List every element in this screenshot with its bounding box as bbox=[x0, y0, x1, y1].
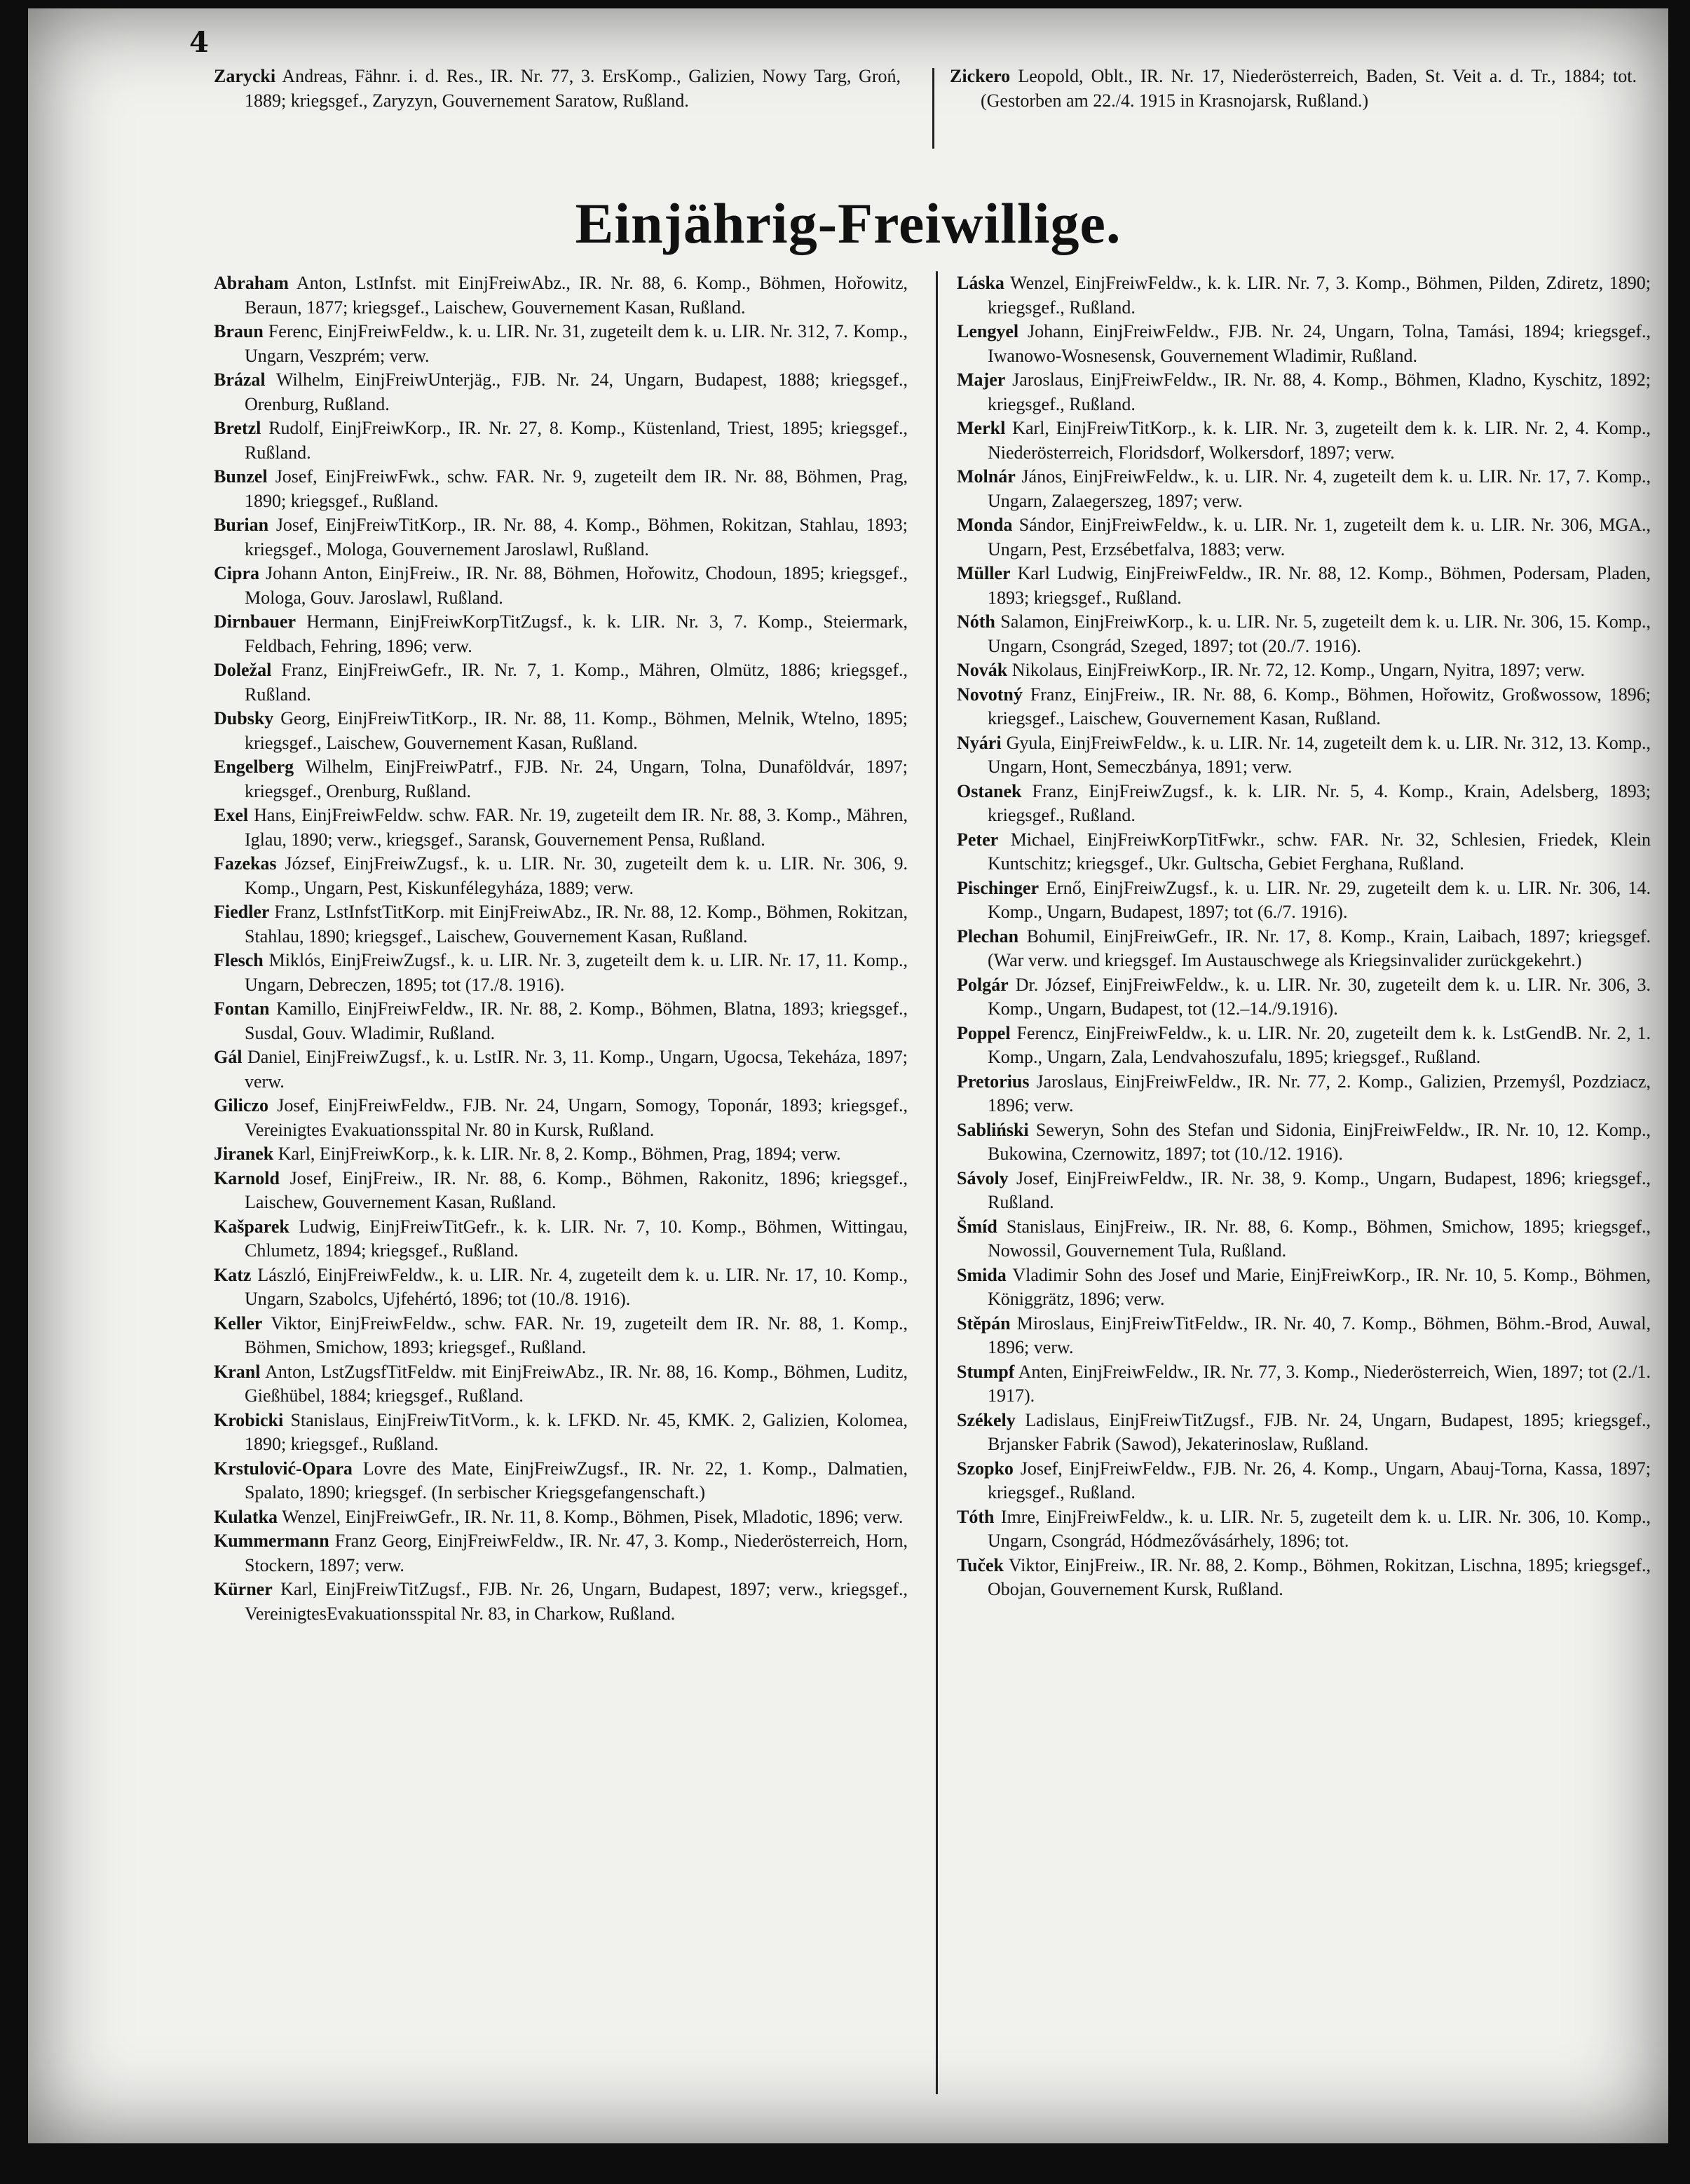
entry-surname: Tuček bbox=[957, 1554, 1004, 1575]
entry-details: Rudolf, EinjFreiwKorp., IR. Nr. 27, 8. Komp., Küstenland, Triest, 1895; kriegsgef., Rußland. bbox=[245, 418, 908, 463]
left-column bbox=[214, 271, 908, 1626]
entry-details: János, EinjFreiwFeldw., k. u. LIR. Nr. 4, zugeteilt dem k. u. LIR. Nr. 17, 7. Komp., Ungarn, Zalaegerszeg, 1897; verw. bbox=[988, 466, 1651, 511]
entry bbox=[214, 610, 908, 658]
entry-surname: Gál bbox=[214, 1047, 243, 1067]
entry bbox=[214, 1360, 908, 1409]
entry-details: Vladimir Sohn des Josef und Marie, EinjFreiwKorp., IR. Nr. 10, 5. Komp., Böhmen, Königgrätz, 1896; verw. bbox=[988, 1264, 1651, 1309]
entry-surname: Szopko bbox=[957, 1458, 1014, 1479]
entry-details: Daniel, EinjFreiwZugsf., k. u. LstIR. Nr. 3, 11. Komp., Ungarn, Ugocsa, Tekeháza, 1897; verw. bbox=[245, 1047, 908, 1092]
entry-surname: Giliczo bbox=[214, 1095, 268, 1115]
entry-details: Sándor, EinjFreiwFeldw., k. u. LIR. Nr. 1, zugeteilt dem k. u. LIR. Nr. 306, MGA., Ungarn, Pest, Erzsébetfalva, 1883; verw. bbox=[988, 515, 1651, 559]
entry bbox=[214, 1578, 908, 1626]
entry-surname: Kummermann bbox=[214, 1531, 329, 1551]
entry-details: Miklós, EinjFreiwZugsf., k. u. LIR. Nr. 3, zugeteilt dem k. u. LIR. Nr. 17, 11. Komp., Ungarn, Debreczen, 1895; tot (17./8. 1916). bbox=[245, 950, 908, 995]
entry bbox=[950, 65, 1637, 113]
entry bbox=[957, 1215, 1651, 1263]
entry-details: Georg, EinjFreiwTitKorp., IR. Nr. 88, 11. Komp., Böhmen, Melnik, Wtelno, 1895; kriegsgef., Laischew, Gouvernement Kasan, Rußland. bbox=[245, 708, 908, 753]
entry-details: Josef, EinjFreiwTitKorp., IR. Nr. 88, 4. Komp., Böhmen, Rokitzan, Stahlau, 1893; kriegsgef., Mologa, Gouvernement Jaroslawl, Rußland. bbox=[245, 515, 908, 559]
entry-details: Ladislaus, EinjFreiwTitZugsf., FJB. Nr. 24, Ungarn, Budapest, 1895; kriegsgef., Brjansker Fabrik (Sawod), Jekaterinoslaw, Rußland. bbox=[988, 1409, 1651, 1454]
entry bbox=[957, 562, 1651, 610]
entry-columns bbox=[214, 271, 1651, 2122]
entry-surname: Bretzl bbox=[214, 418, 261, 438]
entry-surname: Sabliński bbox=[957, 1119, 1029, 1140]
entry-details: Miroslaus, EinjFreiwTitFeldw., IR. Nr. 40, 7. Komp., Böhmen, Böhm.-Brod, Auwal, 1896; verw. bbox=[988, 1313, 1651, 1357]
entry-surname: Zarycki bbox=[214, 66, 276, 86]
entry bbox=[214, 1167, 908, 1215]
entry-surname: Pretorius bbox=[957, 1071, 1030, 1092]
entry-surname: Novotný bbox=[957, 684, 1023, 705]
entry bbox=[957, 368, 1651, 416]
entry bbox=[957, 731, 1651, 780]
entry-details: Anton, LstInfst. mit EinjFreiwAbz., IR. Nr. 88, 6. Komp., Böhmen, Hořowitz, Beraun, 1877; kriegsgef., Laischew, Gouvernement Kasan, Rußland. bbox=[245, 273, 908, 318]
entry bbox=[214, 1505, 908, 1530]
entry bbox=[214, 1094, 908, 1142]
entry-surname: Müller bbox=[957, 563, 1011, 583]
entry-details: Franz Georg, EinjFreiwFeldw., IR. Nr. 47, 3. Komp., Niederösterreich, Horn, Stockern, 1897; verw. bbox=[245, 1531, 908, 1575]
entry-surname: Fiedler bbox=[214, 902, 270, 922]
entry-surname: Nóth bbox=[957, 611, 995, 632]
entry-surname: Krobicki bbox=[214, 1409, 284, 1430]
entry bbox=[214, 1529, 908, 1578]
entry-details: Karl, EinjFreiwTitZugsf., FJB. Nr. 26, Ungarn, Budapest, 1897; verw., kriegsgef., VereinigtesEvakuationsspital Nr. 83, in Charkow, Rußland. bbox=[245, 1579, 908, 1624]
entry-details: József, EinjFreiwZugsf., k. u. LIR. Nr. 30, zugeteilt dem k. u. LIR. Nr. 306, 9. Komp., Ungarn, Pest, Kiskunfélegyháza, 1889; verw. bbox=[245, 853, 908, 898]
entry-details: Franz, LstInfstTitKorp. mit EinjFreiwAbz., IR. Nr. 88, 12. Komp., Böhmen, Rokitzan, Stahlau, 1890; kriegsgef., Laischew, Gouvernement Kasan, Rußland. bbox=[245, 902, 908, 947]
entry-surname: Keller bbox=[214, 1313, 263, 1334]
entry bbox=[957, 1070, 1651, 1118]
entry-surname: Monda bbox=[957, 515, 1013, 535]
entry bbox=[214, 416, 908, 465]
entry-surname: Stěpán bbox=[957, 1313, 1011, 1334]
entry-details: Franz, EinjFreiwZugsf., k. k. LIR. Nr. 5, 4. Komp., Krain, Adelsberg, 1893; kriegsgef., Rußland. bbox=[988, 780, 1651, 825]
entry-surname: Brázal bbox=[214, 369, 266, 390]
entry-details: Michael, EinjFreiwKorpTitFwkr., schw. FAR. Nr. 32, Schlesien, Friedek, Klein Kuntschitz; kriegsgef., Ukr. Gultscha, Gebiet Ferghana, Rußland. bbox=[988, 829, 1651, 874]
entry-details: Wenzel, EinjFreiwFeldw., k. k. LIR. Nr. 7, 3. Komp., Böhmen, Pilden, Zdiretz, 1890; kriegsgef., Rußland. bbox=[988, 273, 1651, 318]
entry bbox=[957, 465, 1651, 513]
entry-surname: Krstulović-Opara bbox=[214, 1458, 353, 1479]
entry bbox=[214, 320, 908, 368]
column-divider-top bbox=[932, 68, 934, 149]
entry-surname: Katz bbox=[214, 1264, 252, 1285]
entry-surname: Pischinger bbox=[957, 877, 1039, 898]
entry-details: Josef, EinjFreiw., IR. Nr. 88, 6. Komp., Böhmen, Rakonitz, 1896; kriegsgef., Laischew, Gouvernement Kasan, Rußland. bbox=[245, 1167, 908, 1212]
entry bbox=[957, 876, 1651, 925]
entry-details: Josef, EinjFreiwFeldw., FJB. Nr. 24, Ungarn, Somogy, Toponár, 1893; kriegsgef., Vereinigtes Evakuationsspital Nr. 80 in Kursk, Rußland. bbox=[245, 1095, 908, 1140]
entry bbox=[214, 513, 908, 562]
entry-surname: Engelberg bbox=[214, 757, 294, 777]
entry-details: Andreas, Fähnr. i. d. Res., IR. Nr. 77, 3. ErsKomp., Galizien, Nowy Targ, Groń, 1889; kriegsgef., Zaryzyn, Gouvernement Saratow, Rußland. bbox=[245, 66, 901, 111]
entry bbox=[957, 925, 1651, 973]
entry bbox=[214, 949, 908, 997]
entry-details: Wilhelm, EinjFreiwPatrf., FJB. Nr. 24, Ungarn, Tolna, Dunaföldvár, 1897; kriegsgef., Orenburg, Rußland. bbox=[245, 757, 908, 801]
entry-details: Jaroslaus, EinjFreiwFeldw., IR. Nr. 77, 2. Komp., Galizien, Przemyśl, Pozdziacz, 1896; verw. bbox=[988, 1071, 1651, 1115]
entry-details: Nikolaus, EinjFreiwKorp., IR. Nr. 72, 12. Komp., Ungarn, Nyitra, 1897; verw. bbox=[1011, 660, 1585, 680]
entry-surname: Braun bbox=[214, 321, 264, 341]
section-heading: Einjährig-Freiwillige. bbox=[575, 191, 1122, 255]
entry-surname: Ostanek bbox=[957, 780, 1022, 801]
entry-details: Gyula, EinjFreiwFeldw., k. u. LIR. Nr. 14, zugeteilt dem k. u. LIR. Nr. 312, 13. Komp., Ungarn, Hont, Semeczbánya, 1891; verw. bbox=[988, 732, 1651, 777]
entry-surname: Peter bbox=[957, 829, 999, 850]
entry bbox=[957, 1263, 1651, 1312]
top-left-column bbox=[214, 65, 901, 113]
entry bbox=[214, 562, 908, 610]
entry-surname: Merkl bbox=[957, 418, 1006, 438]
entry-surname: Exel bbox=[214, 805, 249, 825]
entry bbox=[214, 997, 908, 1045]
entry bbox=[957, 320, 1651, 368]
entry bbox=[957, 683, 1651, 731]
entry-surname: Burian bbox=[214, 515, 269, 535]
entry bbox=[214, 803, 908, 852]
entry-details: Bohumil, EinjFreiwGefr., IR. Nr. 17, 8. Komp., Krain, Laibach, 1897; kriegsgef. (War verw. und kriegsgef. Im Austauschwege als Kriegsinvalider zurückgekehrt.) bbox=[988, 925, 1651, 970]
entry bbox=[957, 1167, 1651, 1215]
entry bbox=[957, 416, 1651, 465]
page-number: 4 bbox=[189, 26, 209, 59]
entry-details: Josef, EinjFreiwFeldw., FJB. Nr. 26, 4. Komp., Ungarn, Abauj-Torna, Kassa, 1897; kriegsgef., Rußland. bbox=[988, 1458, 1651, 1503]
entry-details: Josef, EinjFreiwFeldw., IR. Nr. 38, 9. Komp., Ungarn, Budapest, 1896; kriegsgef., Rußland. bbox=[988, 1167, 1651, 1212]
entry bbox=[214, 707, 908, 755]
entry-surname: Dirnbauer bbox=[214, 611, 296, 632]
entry bbox=[957, 1022, 1651, 1070]
entry bbox=[214, 271, 908, 320]
entry bbox=[214, 658, 908, 707]
entry bbox=[957, 513, 1651, 562]
entry-surname: Fontan bbox=[214, 998, 270, 1019]
entry-surname: Polgár bbox=[957, 974, 1009, 995]
entry bbox=[214, 755, 908, 803]
entry-surname: Kašparek bbox=[214, 1216, 289, 1237]
entry-details: Stanislaus, EinjFreiwTitVorm., k. k. LFKD. Nr. 45, KMK. 2, Galizien, Kolomea, 1890; kriegsgef., Rußland. bbox=[245, 1409, 908, 1454]
entry bbox=[957, 828, 1651, 876]
column-divider bbox=[936, 271, 938, 2094]
entry-surname: Jiranek bbox=[214, 1144, 274, 1164]
entry-details: Anton, LstZugsfTitFeldw. mit EinjFreiwAbz., IR. Nr. 88, 16. Komp., Böhmen, Luditz, Gießhübel, 1884; kriegsgef., Rußland. bbox=[245, 1361, 908, 1406]
entry bbox=[957, 271, 1651, 320]
entry-surname: Fazekas bbox=[214, 853, 277, 874]
entry-surname: Sávoly bbox=[957, 1167, 1009, 1188]
entry-details: Salamon, EinjFreiwKorp., k. u. LIR. Nr. 5, zugeteilt dem k. u. LIR. Nr. 306, 15. Komp., Ungarn, Csongrád, Szeged, 1897; tot (20./7. 1916). bbox=[988, 611, 1651, 656]
entry-details: Dr. József, EinjFreiwFeldw., k. u. LIR. Nr. 30, zugeteilt dem k. u. LIR. Nr. 306, 3. Komp., Ungarn, Budapest, tot (12.–14./9.1916). bbox=[988, 974, 1651, 1019]
entry-details: Ferencz, EinjFreiwFeldw., k. u. LIR. Nr. 20, zugeteilt dem k. k. LstGendB. Nr. 2, 1. Komp., Ungarn, Zala, Lendvahoszufalu, 1895; kriegsgef., Rußland. bbox=[988, 1022, 1651, 1067]
entry-surname: Molnár bbox=[957, 466, 1016, 487]
entry-surname: Flesch bbox=[214, 950, 264, 970]
entry bbox=[214, 65, 901, 113]
entry bbox=[957, 780, 1651, 828]
entry-surname: Dubsky bbox=[214, 708, 274, 728]
entry-details: Hermann, EinjFreiwKorpTitZugsf., k. k. LIR. Nr. 3, 7. Komp., Steiermark, Feldbach, Fehring, 1896; verw. bbox=[245, 611, 908, 656]
top-right-column bbox=[950, 65, 1637, 113]
entry-surname: Cipra bbox=[214, 563, 259, 583]
entry-surname: Majer bbox=[957, 369, 1006, 390]
entry-details: Ferenc, EinjFreiwFeldw., k. u. LIR. Nr. 31, zugeteilt dem k. u. LIR. Nr. 312, 7. Komp., Ungarn, Veszprém; verw. bbox=[245, 321, 908, 366]
entry bbox=[957, 658, 1651, 683]
entry bbox=[957, 1360, 1651, 1409]
entry-surname: Tóth bbox=[957, 1506, 995, 1527]
entry bbox=[214, 1215, 908, 1263]
document-page bbox=[28, 8, 1668, 2143]
entry-details: Ernő, EinjFreiwZugsf., k. u. LIR. Nr. 29, zugeteilt dem k. u. LIR. Nr. 306, 14. Komp., Ungarn, Budapest, 1897; tot (6./7. 1916). bbox=[988, 877, 1651, 922]
entry-details: Jaroslaus, EinjFreiwFeldw., IR. Nr. 88, 4. Komp., Böhmen, Kladno, Kyschitz, 1892; kriegsgef., Rußland. bbox=[988, 369, 1651, 414]
entry-details: Viktor, EinjFreiw., IR. Nr. 88, 2. Komp., Böhmen, Rokitzan, Lischna, 1895; kriegsgef., Obojan, Gouvernement Kursk, Rußland. bbox=[988, 1554, 1651, 1599]
entry-details: Karl Ludwig, EinjFreiwFeldw., IR. Nr. 88, 12. Komp., Böhmen, Podersam, Pladen, 1893; kriegsgef., Rußland. bbox=[988, 563, 1651, 608]
entry-surname: Plechan bbox=[957, 925, 1019, 947]
entry-details: Lovre des Mate, EinjFreiwZugsf., IR. Nr. 22, 1. Komp., Dalmatien, Spalato, 1890; kriegsgef. (In serbischer Kriegsgefangenschaft.) bbox=[245, 1458, 908, 1503]
entry-details: Wilhelm, EinjFreiwUnterjäg., FJB. Nr. 24, Ungarn, Budapest, 1888; kriegsgef., Orenburg, Rußland. bbox=[245, 369, 908, 414]
entry bbox=[214, 1045, 908, 1094]
entry bbox=[214, 465, 908, 513]
entry-surname: Karnold bbox=[214, 1167, 280, 1188]
entry-surname: Kranl bbox=[214, 1361, 261, 1382]
entry bbox=[214, 1312, 908, 1360]
entry bbox=[957, 1118, 1651, 1167]
entry bbox=[214, 852, 908, 900]
entry bbox=[957, 1554, 1651, 1602]
entry-surname: Poppel bbox=[957, 1022, 1011, 1043]
entry-surname: Nyári bbox=[957, 732, 1002, 753]
entry-surname: Lengyel bbox=[957, 321, 1019, 341]
entry-surname: Novák bbox=[957, 660, 1008, 680]
entry-details: Viktor, EinjFreiwFeldw., schw. FAR. Nr. 19, zugeteilt dem IR. Nr. 88, 1. Komp., Böhmen, Smichow, 1893; kriegsgef., Rußland. bbox=[245, 1313, 908, 1357]
entry-details: Ludwig, EinjFreiwTitGefr., k. k. LIR. Nr. 7, 10. Komp., Böhmen, Wittingau, Chlumetz, 1894; kriegsgef., Rußland. bbox=[245, 1216, 908, 1261]
entry-details: Anten, EinjFreiwFeldw., IR. Nr. 77, 3. Komp., Niederösterreich, Wien, 1897; tot (2./1. 1917). bbox=[988, 1361, 1651, 1406]
entry-surname: Doležal bbox=[214, 660, 272, 680]
top-continuation bbox=[214, 65, 1640, 149]
entry bbox=[214, 1142, 908, 1167]
entry-details: László, EinjFreiwFeldw., k. u. LIR. Nr. 4, zugeteilt dem k. u. LIR. Nr. 17, 10. Komp., Ungarn, Szabolcs, Ujfehértó, 1896; tot (10./8. 1916). bbox=[245, 1264, 908, 1309]
entry-details: Leopold, Oblt., IR. Nr. 17, Niederösterreich, Baden, St. Veit a. d. Tr., 1884; tot. (Gestorben am 22./4. 1915 in Krasnojarsk, Rußland.) bbox=[981, 66, 1637, 111]
entry bbox=[957, 610, 1651, 658]
entry-surname: Stumpf bbox=[957, 1361, 1015, 1382]
entry bbox=[214, 368, 908, 416]
entry-details: Josef, EinjFreiwFwk., schw. FAR. Nr. 9, zugeteilt dem IR. Nr. 88, Böhmen, Prag, 1890; kriegsgef., Rußland. bbox=[245, 466, 908, 511]
entry bbox=[957, 1505, 1651, 1554]
entry-details: Wenzel, EinjFreiwGefr., IR. Nr. 11, 8. Komp., Böhmen, Pisek, Mladotic, 1896; verw. bbox=[282, 1506, 904, 1527]
entry-details: Karl, EinjFreiwTitKorp., k. k. LIR. Nr. 3, zugeteilt dem k. k. LIR. Nr. 2, 4. Komp., Niederösterreich, Floridsdorf, Wolkersdorf, 1897; verw. bbox=[988, 418, 1651, 463]
entry bbox=[214, 1457, 908, 1505]
entry-surname: Šmíd bbox=[957, 1216, 997, 1237]
entry-details: Franz, EinjFreiw., IR. Nr. 88, 6. Komp., Böhmen, Hořowitz, Großwossow, 1896; kriegsgef., Laischew, Gouvernement Kasan, Rußland. bbox=[988, 684, 1651, 728]
entry-details: Kamillo, EinjFreiwFeldw., IR. Nr. 88, 2. Komp., Böhmen, Blatna, 1893; kriegsgef., Susdal, Gouv. Wladimir, Rußland. bbox=[245, 998, 908, 1043]
entry-details: Hans, EinjFreiwFeldw. schw. FAR. Nr. 19, zugeteilt dem IR. Nr. 88, 3. Komp., Mähren, Iglau, 1890; verw., kriegsgef., Saransk, Gouvernement Pensa, Rußland. bbox=[245, 805, 908, 850]
entry-details: Stanislaus, EinjFreiw., IR. Nr. 88, 6. Komp., Böhmen, Smichow, 1895; kriegsgef., Nowossil, Gouvernement Tula, Rußland. bbox=[988, 1216, 1651, 1261]
entry-surname: Kürner bbox=[214, 1579, 273, 1599]
entry-surname: Bunzel bbox=[214, 466, 268, 487]
entry-surname: Smida bbox=[957, 1264, 1007, 1285]
entry-surname: Abraham bbox=[214, 273, 289, 293]
entry-surname: Zickero bbox=[950, 66, 1011, 86]
entry bbox=[957, 1457, 1651, 1505]
entry-surname: Láska bbox=[957, 273, 1004, 293]
entry-details: Karl, EinjFreiwKorp., k. k. LIR. Nr. 8, 2. Komp., Böhmen, Prag, 1894; verw. bbox=[278, 1144, 841, 1164]
right-column bbox=[957, 271, 1651, 1602]
entry-surname: Székely bbox=[957, 1409, 1016, 1430]
entry bbox=[214, 1263, 908, 1312]
entry-details: Seweryn, Sohn des Stefan und Sidonia, EinjFreiwFeldw., IR. Nr. 10, 12. Komp., Bukowina, Czernowitz, 1897; tot (10./12. 1916). bbox=[988, 1119, 1651, 1164]
entry bbox=[214, 900, 908, 949]
entry bbox=[957, 1409, 1651, 1457]
entry bbox=[214, 1409, 908, 1457]
entry-details: Franz, EinjFreiwGefr., IR. Nr. 7, 1. Komp., Mähren, Olmütz, 1886; kriegsgef., Rußland. bbox=[245, 660, 908, 705]
entry bbox=[957, 973, 1651, 1022]
entry-surname: Kulatka bbox=[214, 1506, 278, 1527]
entry bbox=[957, 1312, 1651, 1360]
entry-details: Imre, EinjFreiwFeldw., k. u. LIR. Nr. 5, zugeteilt dem k. u. LIR. Nr. 306, 10. Komp., Ungarn, Csongrád, Hódmezővásárhely, 1896; tot. bbox=[988, 1506, 1651, 1551]
entry-details: Johann Anton, EinjFreiw., IR. Nr. 88, Böhmen, Hořowitz, Chodoun, 1895; kriegsgef., Mologa, Gouv. Jaroslawl, Rußland. bbox=[245, 563, 908, 608]
entry-details: Johann, EinjFreiwFeldw., FJB. Nr. 24, Ungarn, Tolna, Tamási, 1894; kriegsgef., Iwanowo-Wosnesensk, Gouvernement Wladimir, Rußland. bbox=[988, 321, 1651, 366]
